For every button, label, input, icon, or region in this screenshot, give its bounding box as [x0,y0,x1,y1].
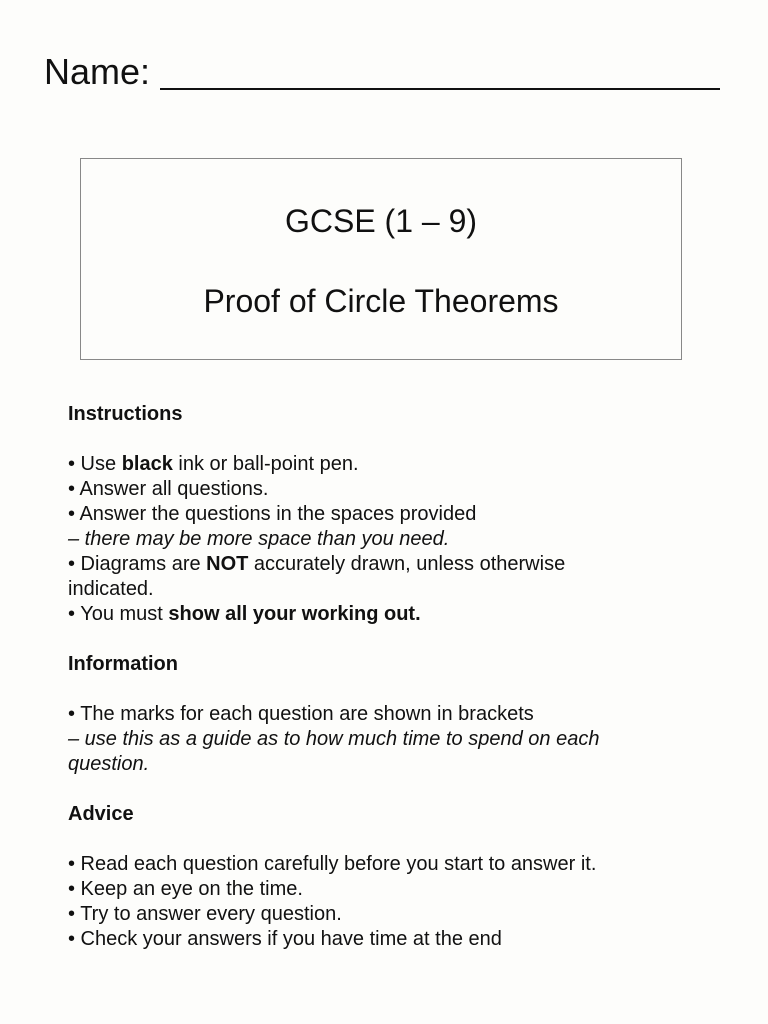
instructions-heading: Instructions [68,403,183,425]
name-field-row [44,50,720,94]
advice-item: • Try to answer every question. [68,903,342,925]
qualification-title: GCSE (1 – 9) [284,203,478,239]
instruction-note: – there may be more space than you need. [68,528,450,550]
cover-content [68,402,728,977]
instruction-item: • You must show all your working out. [68,603,421,625]
advice-heading: Advice [68,803,134,825]
instruction-item: • Answer all questions. [68,478,269,500]
information-section [68,652,728,777]
instruction-item: • Answer the questions in the spaces provided [68,503,477,525]
instruction-item: • Diagrams are NOT accurately drawn, unless otherwise [68,553,566,575]
advice-item: • Check your answers if you have time at the end [68,928,502,950]
advice-item: • Read each question carefully before you start to answer it. [68,853,597,875]
information-note: – use this as a guide as to how much time to spend on each [68,728,600,750]
information-note: question. [68,753,150,775]
information-heading: Information [68,653,178,675]
title-box [80,158,682,360]
instruction-item-continuation: indicated. [68,578,154,600]
instruction-item: • Use black ink or ball-point pen. [68,453,359,475]
paper-title: Proof of Circle Theorems [203,283,559,319]
advice-section [68,802,728,952]
advice-item: • Keep an eye on the time. [68,878,303,900]
name-label: Name: [44,51,151,92]
instructions-section [68,402,728,627]
information-item: • The marks for each question are shown in brackets [68,703,534,725]
name-write-line [160,88,720,90]
